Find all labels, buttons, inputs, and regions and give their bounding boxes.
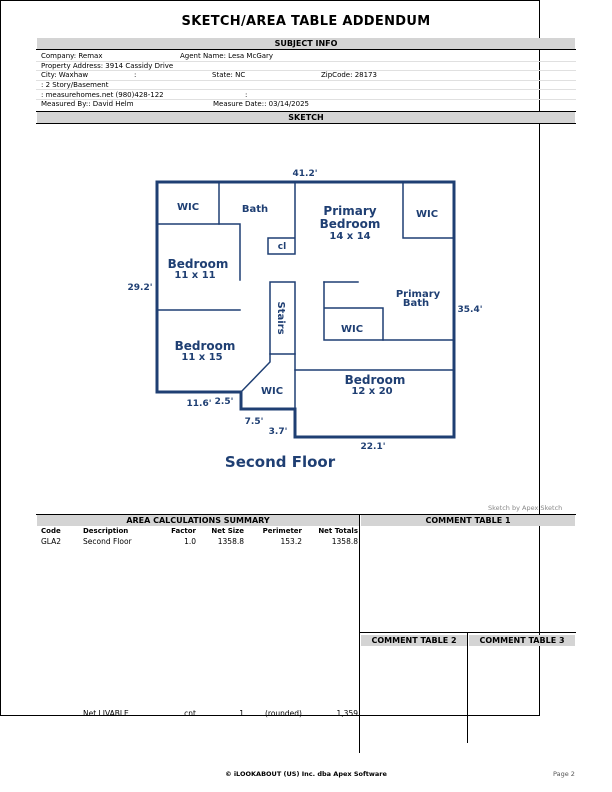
- column-header-perimeter: Perimeter: [262, 527, 302, 535]
- room-bedroom-3-size: 12 x 20: [351, 386, 393, 397]
- dimension-bottom-small: 2.5': [214, 397, 234, 407]
- row-perimeter: 153.2: [280, 537, 302, 546]
- room-primary-bedroom-line1: Primary: [323, 204, 377, 218]
- column-header-net-size: Net Size: [211, 527, 244, 535]
- contact-info: : measurehomes.net (980)428-122: [41, 91, 164, 99]
- room-bedroom-1-size: 11 x 11: [174, 270, 216, 281]
- copyright-footer: © iLOOKABOUT (US) Inc. dba Apex Software: [225, 770, 387, 778]
- property-address: Property Address: 3914 Cassidy Drive: [41, 62, 174, 70]
- city-extra: :: [134, 71, 137, 79]
- room-primary-bath-line2: Bath: [402, 298, 430, 309]
- agent-name: Agent Name: Lesa McGary: [180, 52, 274, 60]
- zip-code: ZipCode: 28173: [321, 71, 377, 79]
- property-style: : 2 Story/Basement: [41, 81, 109, 89]
- net-livable-unit: cnt: [184, 709, 196, 718]
- net-livable-total: 1,359: [336, 709, 358, 718]
- company: Company: Remax: [41, 52, 103, 60]
- net-livable-count: 1: [239, 709, 244, 718]
- dimension-left: 29.2': [127, 283, 153, 293]
- room-bedroom-3: Bedroom: [344, 373, 406, 387]
- room-bath: Bath: [241, 204, 269, 215]
- page-title: SKETCH/AREA TABLE ADDENDUM: [181, 14, 431, 29]
- comment-table-3-header: COMMENT TABLE 3: [469, 635, 575, 646]
- measured-by: Measured By:: David Helm: [41, 100, 134, 108]
- room-bedroom-2: Bedroom: [174, 339, 236, 353]
- city: City: Waxhaw: [41, 71, 89, 79]
- comment-table-2-header: COMMENT TABLE 2: [361, 635, 467, 646]
- sketch-credit: Sketch by Apex Sketch: [488, 504, 563, 512]
- dimension-top: 41.2': [292, 169, 318, 179]
- room-primary-bedroom-size: 14 x 14: [329, 231, 371, 242]
- comment-table-1-header: COMMENT TABLE 1: [361, 515, 575, 526]
- row-factor: 1.0: [184, 537, 196, 546]
- row-net-total: 1358.8: [331, 537, 358, 546]
- room-bedroom-2-size: 11 x 15: [181, 352, 223, 363]
- contact-extra: :: [245, 91, 248, 99]
- floor-label: Second Floor: [224, 453, 336, 471]
- area-calculations-header: AREA CALCULATIONS SUMMARY: [37, 515, 359, 526]
- divider: [360, 632, 576, 633]
- room-wic-1: WIC: [176, 202, 200, 213]
- column-header-factor: Factor: [171, 527, 196, 535]
- measure-date: Measure Date:: 03/14/2025: [213, 100, 309, 108]
- state: State: NC: [212, 71, 246, 79]
- dimension-diagonal: 7.5': [244, 417, 264, 427]
- row-net-size: 1358.8: [217, 537, 244, 546]
- net-livable-label: Net LIVABLE: [83, 709, 129, 718]
- column-header-net-totals: Net Totals: [318, 527, 358, 535]
- column-divider: [359, 514, 360, 753]
- column-header-description: Description: [83, 527, 129, 535]
- dimension-bottom-left: 11.6': [186, 399, 212, 409]
- room-bedroom-1: Bedroom: [167, 257, 229, 271]
- column-divider: [467, 633, 468, 743]
- column-header-code: Code: [41, 527, 61, 535]
- page-number: Page 2: [553, 770, 575, 778]
- row-code: GLA2: [41, 537, 62, 546]
- room-primary-bath-line1: Primary: [395, 289, 441, 300]
- net-livable-note: (rounded): [264, 709, 302, 718]
- room-wic-4: WIC: [260, 386, 284, 397]
- room-stairs: Stairs: [275, 301, 286, 335]
- room-wic-2: WIC: [415, 209, 439, 220]
- row-description: Second Floor: [83, 537, 132, 546]
- room-primary-bedroom-line2: Bedroom: [319, 217, 381, 231]
- sketch-header: SKETCH: [37, 112, 575, 123]
- dimension-right: 35.4': [457, 305, 483, 315]
- room-closet: cl: [277, 242, 287, 252]
- dimension-step: 3.7': [268, 427, 288, 437]
- room-wic-3: WIC: [340, 324, 364, 335]
- subject-info-header: SUBJECT INFO: [37, 38, 575, 49]
- dimension-bottom: 22.1': [360, 442, 386, 452]
